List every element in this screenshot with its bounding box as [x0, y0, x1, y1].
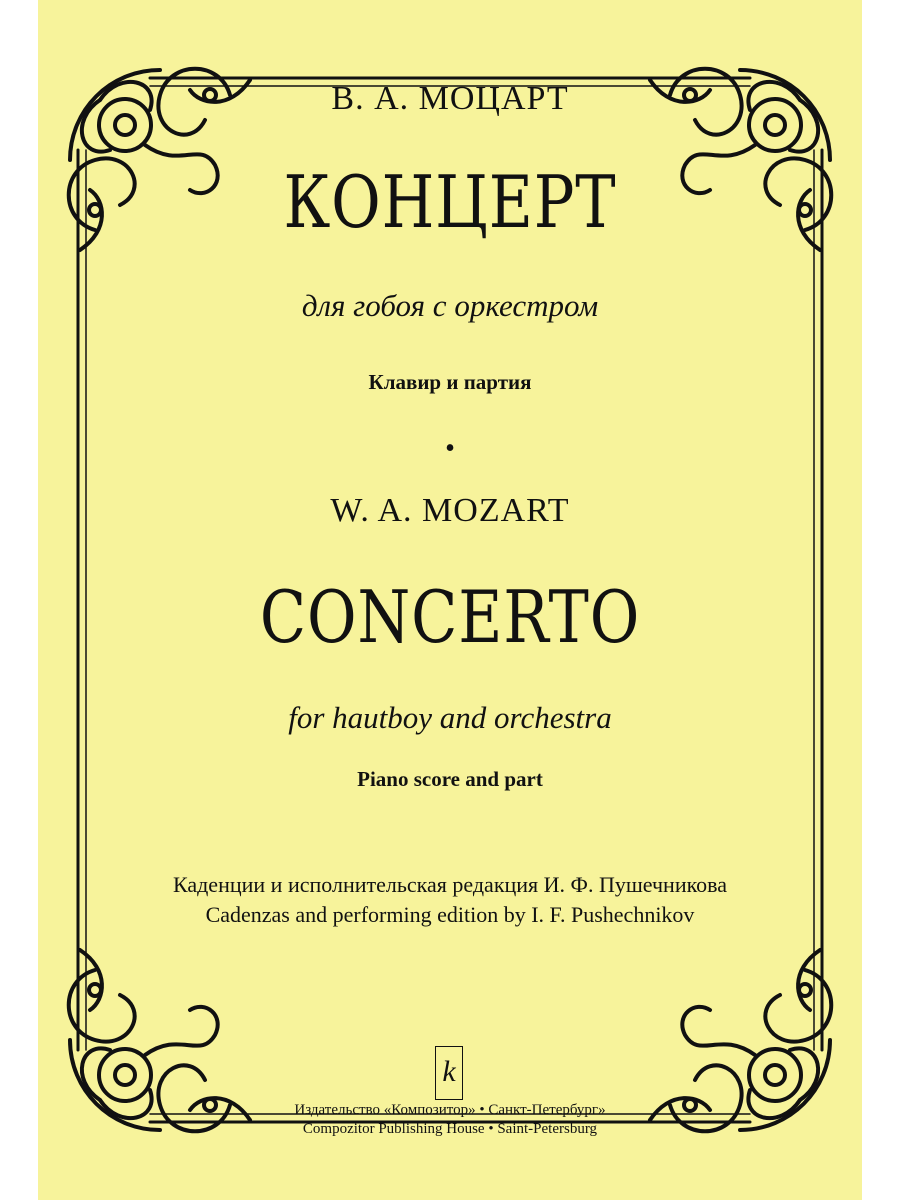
title-ru: КОНЦЕРТ [283, 160, 617, 244]
score-en: Piano score and part [357, 767, 543, 791]
editor-ru: Каденции и исполнительская редакция И. Ф. Пушечникова [172, 872, 728, 897]
publisher-ru: Издательство «Композитор» • Санкт-Петербург» [294, 1102, 606, 1118]
score-ru: Клавир и партия [368, 370, 532, 394]
subtitle-ru: для гобоя с оркестром [301, 288, 599, 323]
publisher-en: Compozitor Publishing House • Saint-Petersburg [302, 1121, 598, 1137]
composer-en: W. A. MOZART [330, 492, 570, 529]
subtitle-en: for hautboy and orchestra [288, 700, 612, 735]
title-en: CONCERTO [259, 575, 641, 659]
separator-dot: • [445, 433, 455, 464]
composer-ru: В. А. МОЦАРТ [331, 80, 569, 117]
publisher-logo-icon: k [435, 1046, 463, 1100]
editor-en: Cadenzas and performing edition by I. F. Pushechnikov [205, 902, 695, 927]
